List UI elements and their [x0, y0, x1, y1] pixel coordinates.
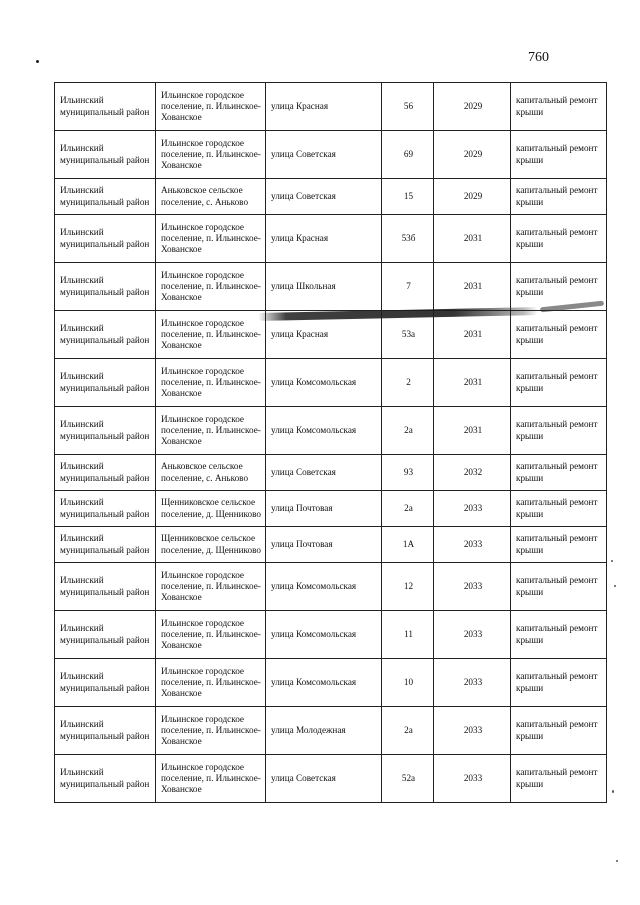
cell-work-type: капитальный ремонт крыши — [511, 407, 607, 455]
cell-house-number: 2а — [382, 491, 434, 527]
scan-speck — [612, 790, 614, 793]
cell-area: Ильинский муниципальный район — [55, 359, 156, 407]
cell-street: улица Почтовая — [266, 527, 382, 563]
cell-settlement: Ильинское городское поселение, п. Ильинское-Хованское — [156, 263, 266, 311]
cell-area: Ильинский муниципальный район — [55, 491, 156, 527]
cell-area: Ильинский муниципальный район — [55, 755, 156, 803]
scan-dot-mark — [36, 60, 39, 63]
table-row — [55, 407, 607, 455]
cell-work-type: капитальный ремонт крыши — [511, 83, 607, 131]
cell-year: 2033 — [434, 527, 511, 563]
cell-settlement: Щенниковское сельское поселение, д. Щенниково — [156, 491, 266, 527]
table-body — [55, 83, 607, 803]
cell-area: Ильинский муниципальный район — [55, 707, 156, 755]
cell-area: Ильинский муниципальный район — [55, 659, 156, 707]
cell-settlement: Ильинское городское поселение, п. Ильинское-Хованское — [156, 755, 266, 803]
cell-street: улица Комсомольская — [266, 359, 382, 407]
cell-street: улица Красная — [266, 215, 382, 263]
cell-settlement: Ильинское городское поселение, п. Ильинское-Хованское — [156, 359, 266, 407]
cell-house-number: 11 — [382, 611, 434, 659]
cell-year: 2031 — [434, 311, 511, 359]
cell-street: улица Комсомольская — [266, 659, 382, 707]
table-row — [55, 491, 607, 527]
page-number: 760 — [528, 50, 549, 65]
cell-area: Ильинский муниципальный район — [55, 611, 156, 659]
cell-settlement: Аньковское сельское поселение, с. Аньково — [156, 179, 266, 215]
table-row — [55, 359, 607, 407]
cell-house-number: 53а — [382, 311, 434, 359]
cell-house-number: 2а — [382, 407, 434, 455]
cell-work-type: капитальный ремонт крыши — [511, 263, 607, 311]
cell-area: Ильинский муниципальный район — [55, 83, 156, 131]
cell-year: 2029 — [434, 83, 511, 131]
cell-house-number: 15 — [382, 179, 434, 215]
cell-work-type: капитальный ремонт крыши — [511, 491, 607, 527]
cell-year: 2029 — [434, 179, 511, 215]
scan-speck — [616, 860, 618, 862]
cell-street: улица Комсомольская — [266, 407, 382, 455]
cell-settlement: Ильинское городское поселение, п. Ильинское-Хованское — [156, 563, 266, 611]
cell-area: Ильинский муниципальный район — [55, 131, 156, 179]
cell-area: Ильинский муниципальный район — [55, 263, 156, 311]
cell-year: 2031 — [434, 215, 511, 263]
cell-street: улица Красная — [266, 83, 382, 131]
cell-area: Ильинский муниципальный район — [55, 455, 156, 491]
cell-work-type: капитальный ремонт крыши — [511, 707, 607, 755]
table-row — [55, 563, 607, 611]
cell-year: 2033 — [434, 611, 511, 659]
cell-street: улица Комсомольская — [266, 563, 382, 611]
cell-work-type: капитальный ремонт крыши — [511, 215, 607, 263]
table-row — [55, 131, 607, 179]
table-row — [55, 611, 607, 659]
cell-year: 2031 — [434, 263, 511, 311]
cell-street: улица Красная — [266, 311, 382, 359]
cell-house-number: 1А — [382, 527, 434, 563]
cell-house-number: 93 — [382, 455, 434, 491]
table-row — [55, 659, 607, 707]
cell-settlement: Ильинское городское поселение, п. Ильинское-Хованское — [156, 311, 266, 359]
cell-house-number: 10 — [382, 659, 434, 707]
cell-year: 2031 — [434, 407, 511, 455]
cell-area: Ильинский муниципальный район — [55, 311, 156, 359]
cell-area: Ильинский муниципальный район — [55, 215, 156, 263]
cell-area: Ильинский муниципальный район — [55, 527, 156, 563]
cell-house-number: 2а — [382, 707, 434, 755]
repair-schedule-table — [54, 82, 607, 803]
cell-settlement: Щенниковское сельское поселение, д. Щенниково — [156, 527, 266, 563]
table-row — [55, 455, 607, 491]
cell-settlement: Ильинское городское поселение, п. Ильинское-Хованское — [156, 131, 266, 179]
table-row — [55, 263, 607, 311]
cell-year: 2033 — [434, 563, 511, 611]
cell-street: улица Советская — [266, 179, 382, 215]
table-row — [55, 755, 607, 803]
cell-house-number: 53б — [382, 215, 434, 263]
cell-settlement: Ильинское городское поселение, п. Ильинское-Хованское — [156, 83, 266, 131]
cell-house-number: 56 — [382, 83, 434, 131]
cell-work-type: капитальный ремонт крыши — [511, 311, 607, 359]
cell-year: 2033 — [434, 755, 511, 803]
table-row — [55, 83, 607, 131]
scan-speck — [611, 560, 613, 562]
cell-settlement: Ильинское городское поселение, п. Ильинское-Хованское — [156, 215, 266, 263]
cell-street: улица Почтовая — [266, 491, 382, 527]
cell-house-number: 2 — [382, 359, 434, 407]
cell-house-number: 7 — [382, 263, 434, 311]
cell-work-type: капитальный ремонт крыши — [511, 131, 607, 179]
cell-year: 2033 — [434, 491, 511, 527]
cell-house-number: 69 — [382, 131, 434, 179]
cell-street: улица Советская — [266, 455, 382, 491]
table-row — [55, 215, 607, 263]
cell-street: улица Советская — [266, 755, 382, 803]
cell-settlement: Ильинское городское поселение, п. Ильинское-Хованское — [156, 611, 266, 659]
cell-work-type: капитальный ремонт крыши — [511, 179, 607, 215]
cell-area: Ильинский муниципальный район — [55, 179, 156, 215]
table-row — [55, 527, 607, 563]
cell-settlement: Ильинское городское поселение, п. Ильинское-Хованское — [156, 707, 266, 755]
cell-work-type: капитальный ремонт крыши — [511, 359, 607, 407]
scan-speck — [614, 585, 616, 587]
cell-year: 2033 — [434, 707, 511, 755]
cell-work-type: капитальный ремонт крыши — [511, 527, 607, 563]
cell-year: 2029 — [434, 131, 511, 179]
table-row — [55, 707, 607, 755]
cell-work-type: капитальный ремонт крыши — [511, 455, 607, 491]
cell-area: Ильинский муниципальный район — [55, 563, 156, 611]
cell-settlement: Ильинское городское поселение, п. Ильинское-Хованское — [156, 659, 266, 707]
cell-area: Ильинский муниципальный район — [55, 407, 156, 455]
cell-year: 2033 — [434, 659, 511, 707]
cell-year: 2031 — [434, 359, 511, 407]
cell-street: улица Комсомольская — [266, 611, 382, 659]
cell-street: улица Школьная — [266, 263, 382, 311]
cell-work-type: капитальный ремонт крыши — [511, 563, 607, 611]
cell-house-number: 12 — [382, 563, 434, 611]
table-row — [55, 179, 607, 215]
cell-work-type: капитальный ремонт крыши — [511, 611, 607, 659]
cell-work-type: капитальный ремонт крыши — [511, 659, 607, 707]
cell-street: улица Советская — [266, 131, 382, 179]
cell-street: улица Молодежная — [266, 707, 382, 755]
cell-settlement: Ильинское городское поселение, п. Ильинское-Хованское — [156, 407, 266, 455]
cell-year: 2032 — [434, 455, 511, 491]
cell-house-number: 52а — [382, 755, 434, 803]
cell-settlement: Аньковское сельское поселение, с. Аньково — [156, 455, 266, 491]
cell-work-type: капитальный ремонт крыши — [511, 755, 607, 803]
